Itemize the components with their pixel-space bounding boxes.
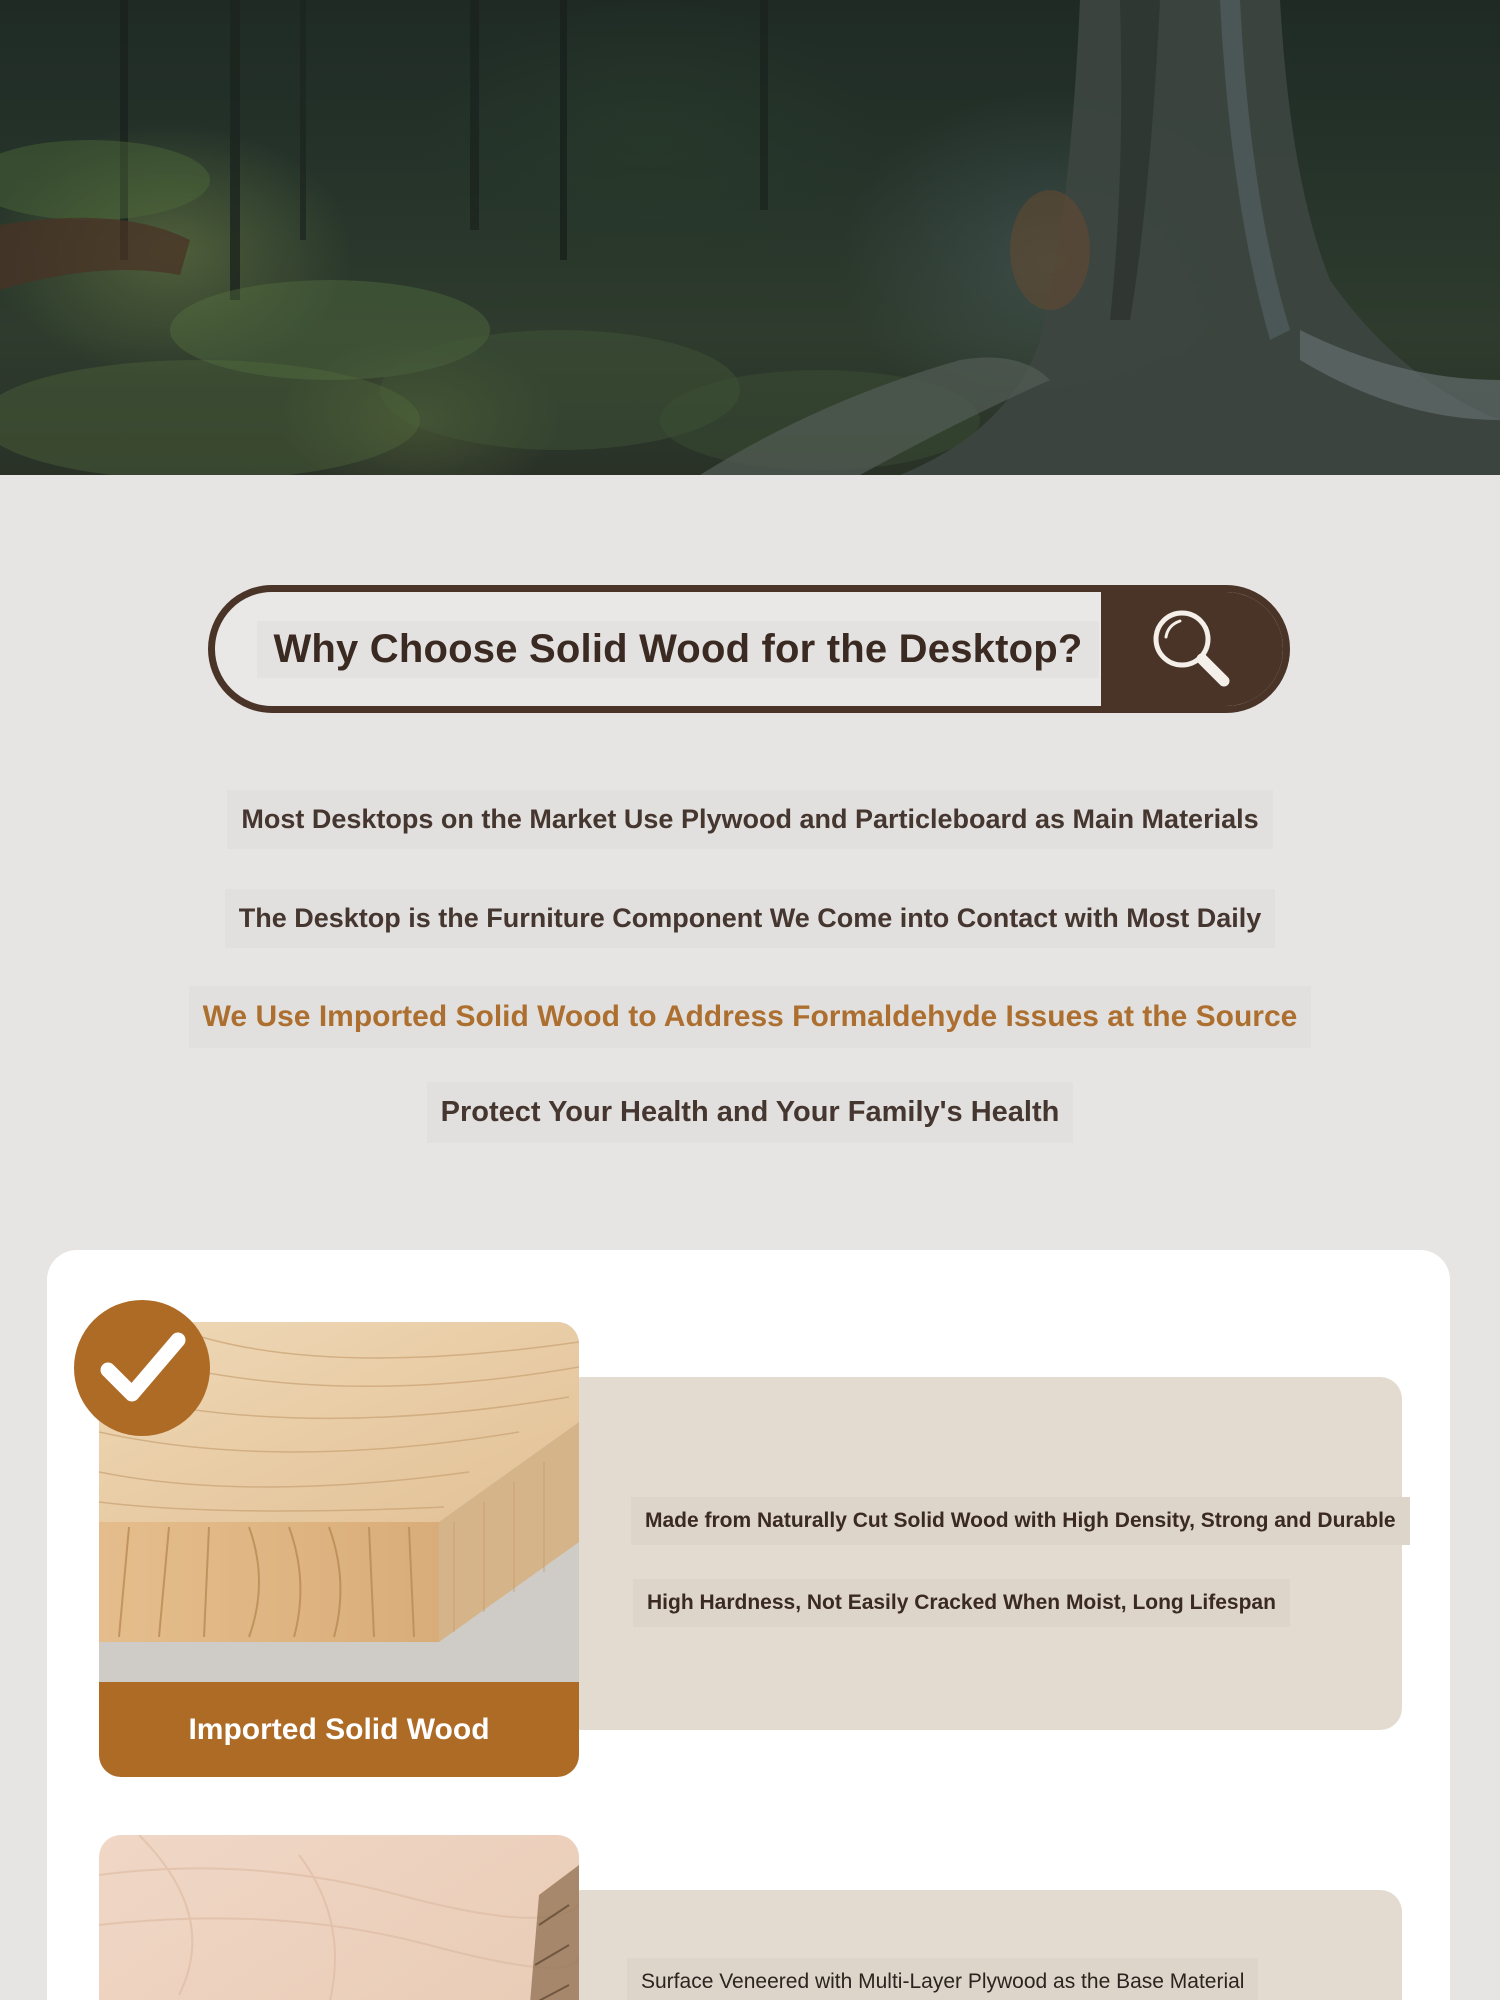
checkmark-badge [74,1300,210,1436]
feature-text: Surface Veneered with Multi-Layer Plywood as the Base Material [627,1958,1258,2000]
feature-text: Made from Naturally Cut Solid Wood with High Density, Strong and Durable [631,1497,1410,1545]
search-icon [1144,601,1240,697]
solid-wood-info-panel [560,1377,1402,1730]
forest-photo [0,0,1500,475]
product-plywood [99,1835,579,2000]
tagline-2 [0,889,1500,948]
plywood-board-image [99,1835,579,2000]
tagline-4 [0,1082,1500,1143]
tagline-2-text: The Desktop is the Furniture Component We Come into Contact with Most Daily [225,889,1276,948]
search-bar[interactable] [208,585,1290,713]
hero-forest-image [0,0,1500,475]
search-button[interactable] [1101,592,1283,706]
tagline-1 [0,790,1500,849]
search-input[interactable] [215,592,1101,706]
tagline-3-highlight [0,986,1500,1048]
tagline-3-text: We Use Imported Solid Wood to Address Formaldehyde Issues at the Source [189,986,1312,1048]
search-query-text: Why Choose Solid Wood for the Desktop? [257,621,1098,678]
tagline-4-text: Protect Your Health and Your Family's Health [427,1082,1074,1143]
feature-text: High Hardness, Not Easily Cracked When Moist, Long Lifespan [633,1579,1290,1627]
tagline-1-text: Most Desktops on the Market Use Plywood and Particleboard as Main Materials [227,790,1272,849]
product-label: Imported Solid Wood [99,1682,579,1777]
checkmark-icon [92,1318,192,1418]
